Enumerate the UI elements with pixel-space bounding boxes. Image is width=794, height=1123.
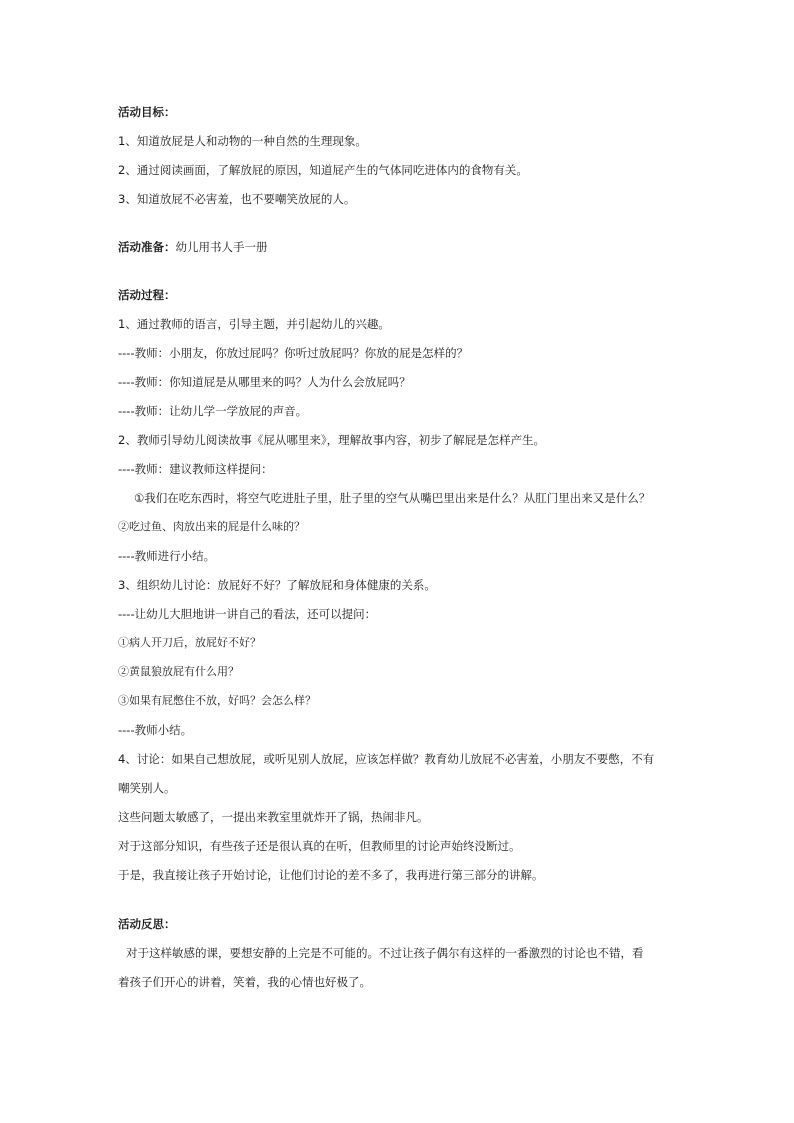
process-heading: 活动过程： (118, 288, 176, 302)
reflection-line: 着孩子们开心的讲着，笑着，我的心情也好极了。 (118, 975, 371, 989)
reflection-line: 对于这样敏感的课，要想安静的上完是不可能的。不过让孩子偶尔有这样的一番激烈的讨论也不错，看 (126, 946, 644, 960)
process-line: 这些问题太敏感了，一提出来教室里就炸开了锅，热闹非凡。 (118, 810, 429, 824)
process-line: ----教师：你知道屁是从哪里来的吗？人为什么会放屁吗？ (118, 375, 411, 389)
process-line: 4、讨论：如果自己想放屁，或听见别人放屁，应该怎样做？教育幼儿放屁不必害羞，小朋友不要憋，不有 (118, 752, 655, 766)
process-line: ----教师小结。 (118, 723, 193, 737)
process-line: ②吃过鱼、肉放出来的屁是什么味的？ (118, 520, 305, 533)
process-line: ①我们在吃东西时，将空气吃进肚子里，肚子里的空气从嘴巴里出来是什么？从肛门里出来又是什么？ (134, 491, 651, 505)
process-line: ①病人开刀后，放屁好不好？ (118, 636, 261, 649)
process-line: 于是，我直接让孩子开始讨论，让他们讨论的差不多了，我再进行第三部分的讲解。 (118, 868, 544, 882)
goal-item: 2、通过阅读画面，了解放屁的原因，知道屁产生的气体同吃进体内的食物有关。 (118, 163, 528, 177)
goal-item: 1、知道放屁是人和动物的一种自然的生理现象。 (118, 134, 367, 148)
process-line: 对于这部分知识，有些孩子还是很认真的在听，但教师里的讨论声始终没断过。 (118, 839, 521, 853)
process-line: 3、组织幼儿讨论：放屁好不好？了解放屁和身体健康的关系。 (118, 578, 436, 592)
goals-heading: 活动目标： (118, 105, 176, 119)
reflection-heading: 活动反思： (118, 917, 176, 931)
prep-line (118, 239, 268, 255)
process-line: 2、教师引导幼儿阅读故事《屁从哪里来》，理解故事内容，初步了解屁是怎样产生。 (118, 433, 546, 447)
process-line: 嘲笑别人。 (118, 781, 176, 795)
process-line: ----教师：让幼儿学一学放屁的声音。 (118, 404, 308, 418)
prep-heading: 活动准备： (118, 240, 176, 254)
goal-item: 3、知道放屁不必害羞，也不要嘲笑放屁的人。 (118, 192, 356, 206)
process-line: ----教师：建议教师这样提问： (118, 462, 273, 476)
process-line: ----教师：小朋友，你放过屁吗？你听过放屁吗？你放的屁是怎样的？ (118, 346, 469, 360)
process-line: ----让幼儿大胆地讲一讲自己的看法，还可以提问： (118, 607, 377, 621)
prep-text: 幼儿用书人手一册 (175, 240, 268, 254)
process-line: 1、通过教师的语言，引导主题，并引起幼儿的兴趣。 (118, 317, 390, 331)
process-line: ③如果有屁憋住不放，好吗？会怎么样？ (118, 694, 316, 707)
process-line: ②黄鼠狼放屁有什么用？ (118, 665, 239, 678)
process-line: ----教师进行小结。 (118, 549, 216, 563)
